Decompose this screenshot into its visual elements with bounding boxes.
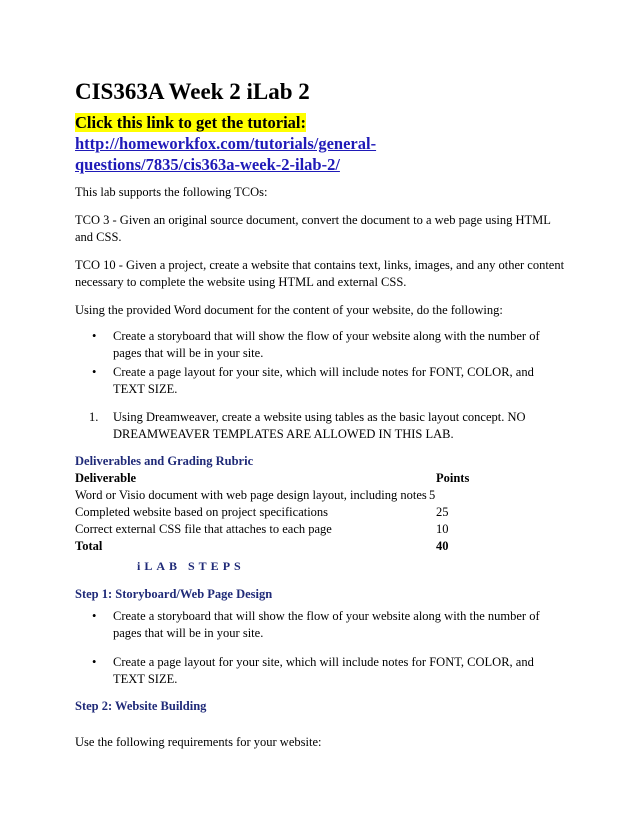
task-numbered-list [75,409,565,443]
ilab-steps-title: iLAB STEPS [137,559,245,573]
intro-text: This lab supports the following TCOs: [75,185,268,199]
bullet-icon: • [92,329,97,343]
table-header-row [75,470,565,487]
step1-bullet-list [75,608,565,688]
row-points: 25 [436,505,449,519]
list-item [75,654,565,688]
list-item [75,608,565,642]
row-deliverable: Completed website based on project specifications [75,505,329,519]
instructions-text: Using the provided Word document for the content of your website, do the following: [75,303,503,317]
table-row [75,487,565,504]
row-points: 5 [429,488,436,502]
document-title: CIS363A Week 2 iLab 2 [75,79,310,104]
total-points: 40 [436,539,449,553]
table-row [75,521,565,538]
list-item [75,328,565,362]
total-label: Total [75,539,103,553]
requirements-text: Use the following requirements for your website: [75,735,322,749]
list-item-text: Create a storyboard that will show the flow of your website along with the number of pages that will be in your site. [113,329,540,360]
bullet-icon: • [92,365,97,379]
list-item-text: Create a storyboard that will show the flow of your website along with the number of pages that will be in your site. [113,609,540,640]
rubric-table [75,453,565,555]
tutorial-prompt: Click this link to get the tutorial: [75,113,306,132]
rubric-heading: Deliverables and Grading Rubric [75,454,254,468]
list-number: 1. [89,410,99,424]
list-item-text: Create a page layout for your site, which will include notes for FONT, COLOR, and TEXT SIZE. [113,365,534,396]
tco3-text: TCO 3 - Given an original source document, convert the document to a web page using HTML and CSS. [75,213,551,244]
list-item-text: Create a page layout for your site, which will include notes for FONT, COLOR, and TEXT SIZE. [113,655,534,686]
step2-heading: Step 2: Website Building [75,699,207,713]
list-item [75,364,565,398]
tutorial-link-block [75,112,565,175]
step1-heading: Step 1: Storyboard/Web Page Design [75,587,273,601]
tutorial-link-line1[interactable]: http://homeworkfox.com/tutorials/general- [75,134,377,153]
task-bullet-list [75,328,565,398]
row-points: 10 [436,522,449,536]
list-item [75,409,565,443]
list-item-text: Using Dreamweaver, create a website using tables as the basic layout concept. NO DREAMWEAVER TEMPLATES ARE ALLOWED IN THIS LAB. [113,410,526,441]
tco10-text: TCO 10 - Given a project, create a website that contains text, links, images, and any other content necessary to complete the website using HTML and external CSS. [75,258,565,289]
column-header-deliverable: Deliverable [75,471,137,485]
table-row [75,504,565,521]
bullet-icon: • [92,655,97,669]
table-total-row [75,538,565,555]
tutorial-link-line2[interactable]: questions/7835/cis363a-week-2-ilab-2/ [75,155,340,174]
column-header-points: Points [436,471,470,485]
document-page [75,78,565,751]
row-deliverable: Correct external CSS file that attaches to each page [75,522,332,536]
row-deliverable: Word or Visio document with web page design layout, including notes [75,488,427,502]
bullet-icon: • [92,609,97,623]
